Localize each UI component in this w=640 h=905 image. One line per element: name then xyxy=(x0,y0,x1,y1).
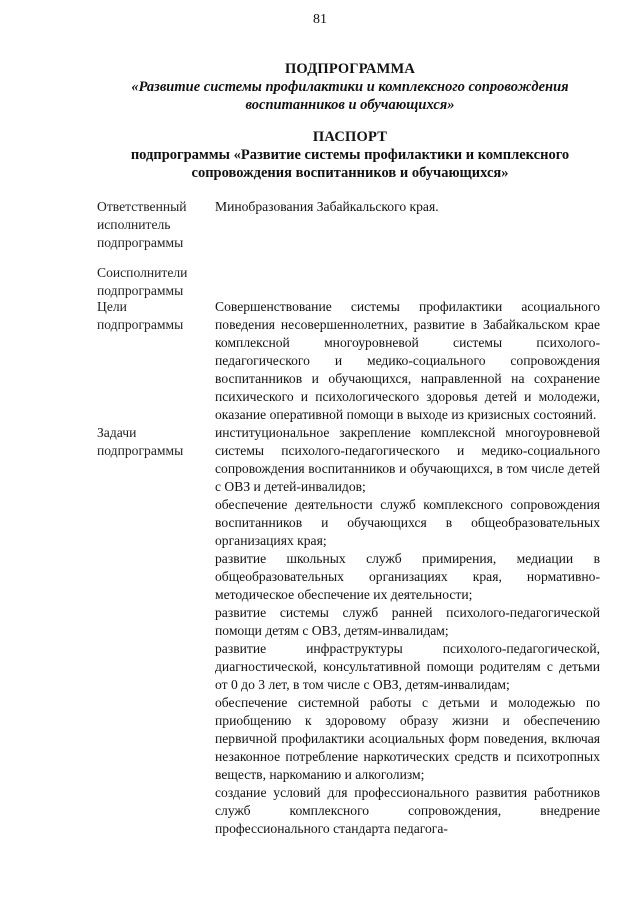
content-paragraph: обеспечение системной работы с детьми и молодежью по приобщению к здоровому образу жизни и обеспечению первичной профилактики асоциальных форм поведения, включая незаконное потребление наркотических средств и психотропных веществ, наркоманию и алкоголизм; xyxy=(215,695,600,782)
content-paragraph: развитие системы служб ранней психолого-педагогической помощи детям с ОВЗ, детям-инвалидам; xyxy=(215,605,600,638)
label-line: подпрограммы xyxy=(97,235,184,250)
row-content-goals xyxy=(215,298,600,424)
passport-title-line-1: подпрограммы «Развитие системы профилактики и комплексного xyxy=(130,147,570,163)
label-line: Ответственный xyxy=(97,199,187,214)
label-line: Цели xyxy=(97,299,127,314)
row-spacer xyxy=(97,252,215,264)
label-line: Соисполнители xyxy=(97,265,188,280)
content-paragraph: развитие школьных служб примирения, медиации в общеобразовательных организациях края, нормативно-методическое обеспечение их деятельности; xyxy=(215,551,600,602)
row-label-tasks xyxy=(97,424,215,838)
row-spacer xyxy=(215,252,600,264)
page-number: 81 xyxy=(313,12,327,27)
row-label-goals xyxy=(97,298,215,424)
passport-title-line-2: сопровождения воспитанников и обучающихся» xyxy=(191,165,509,181)
content-paragraph: институциональное закрепление комплексной многоуровневой системы психолого-педагогического и медико-социального сопровождения воспитанников и обучающихся, в том числе детей с ОВЗ и детей-инвалидов; xyxy=(215,425,600,494)
label-line: подпрограммы xyxy=(97,443,184,458)
label-line: подпрограммы xyxy=(97,283,184,298)
content-paragraph: создание условий для профессионального развития работников служб комплексного сопровождения, внедрение профессионального стандарта педагога- xyxy=(215,785,600,836)
passport-heading: ПАСПОРТ xyxy=(312,129,388,145)
subprogram-heading-block xyxy=(60,60,640,114)
label-line: подпрограммы xyxy=(97,317,184,332)
label-line: Задачи xyxy=(97,425,137,440)
content-paragraph: Минобразования Забайкальского края. xyxy=(215,199,439,214)
content-paragraph: развитие инфраструктуры психолого-педагогической, диагностической, консультативной помощи родителям с детьми от 0 до 3 лет, в том числе с ОВЗ, детям-инвалидам; xyxy=(215,641,600,692)
content-paragraph: обеспечение деятельности служб комплексного сопровождения воспитанников и обучающихся в общеобразовательных организациях края; xyxy=(215,497,600,548)
subprogram-heading: ПОДПРОГРАММА xyxy=(284,61,416,77)
passport-table xyxy=(97,198,600,838)
row-content-responsible xyxy=(215,198,600,252)
content-paragraph: Совершенствование системы профилактики асоциального поведения несовершеннолетних, развитие в Забайкальском крае комплексной многоуровневой системы психолого-педагогического и медико-социального сопровождения воспитанников и обучающихся, направленной на сохранение психического и психологического здоровья детей и молодежи, оказание оперативной помощи в выходе из кризисных состояний. xyxy=(215,299,600,422)
passport-heading-block xyxy=(60,128,640,182)
subprogram-title-line-1: «Развитие системы профилактики и комплексного сопровождения xyxy=(131,79,569,95)
row-label-coexecutors xyxy=(97,264,215,300)
row-label-responsible xyxy=(97,198,215,252)
label-line: исполнитель xyxy=(97,217,171,232)
row-content-coexecutors xyxy=(215,264,600,300)
subprogram-title-line-2: воспитанников и обучающихся» xyxy=(245,97,455,113)
row-content-tasks xyxy=(215,424,600,838)
